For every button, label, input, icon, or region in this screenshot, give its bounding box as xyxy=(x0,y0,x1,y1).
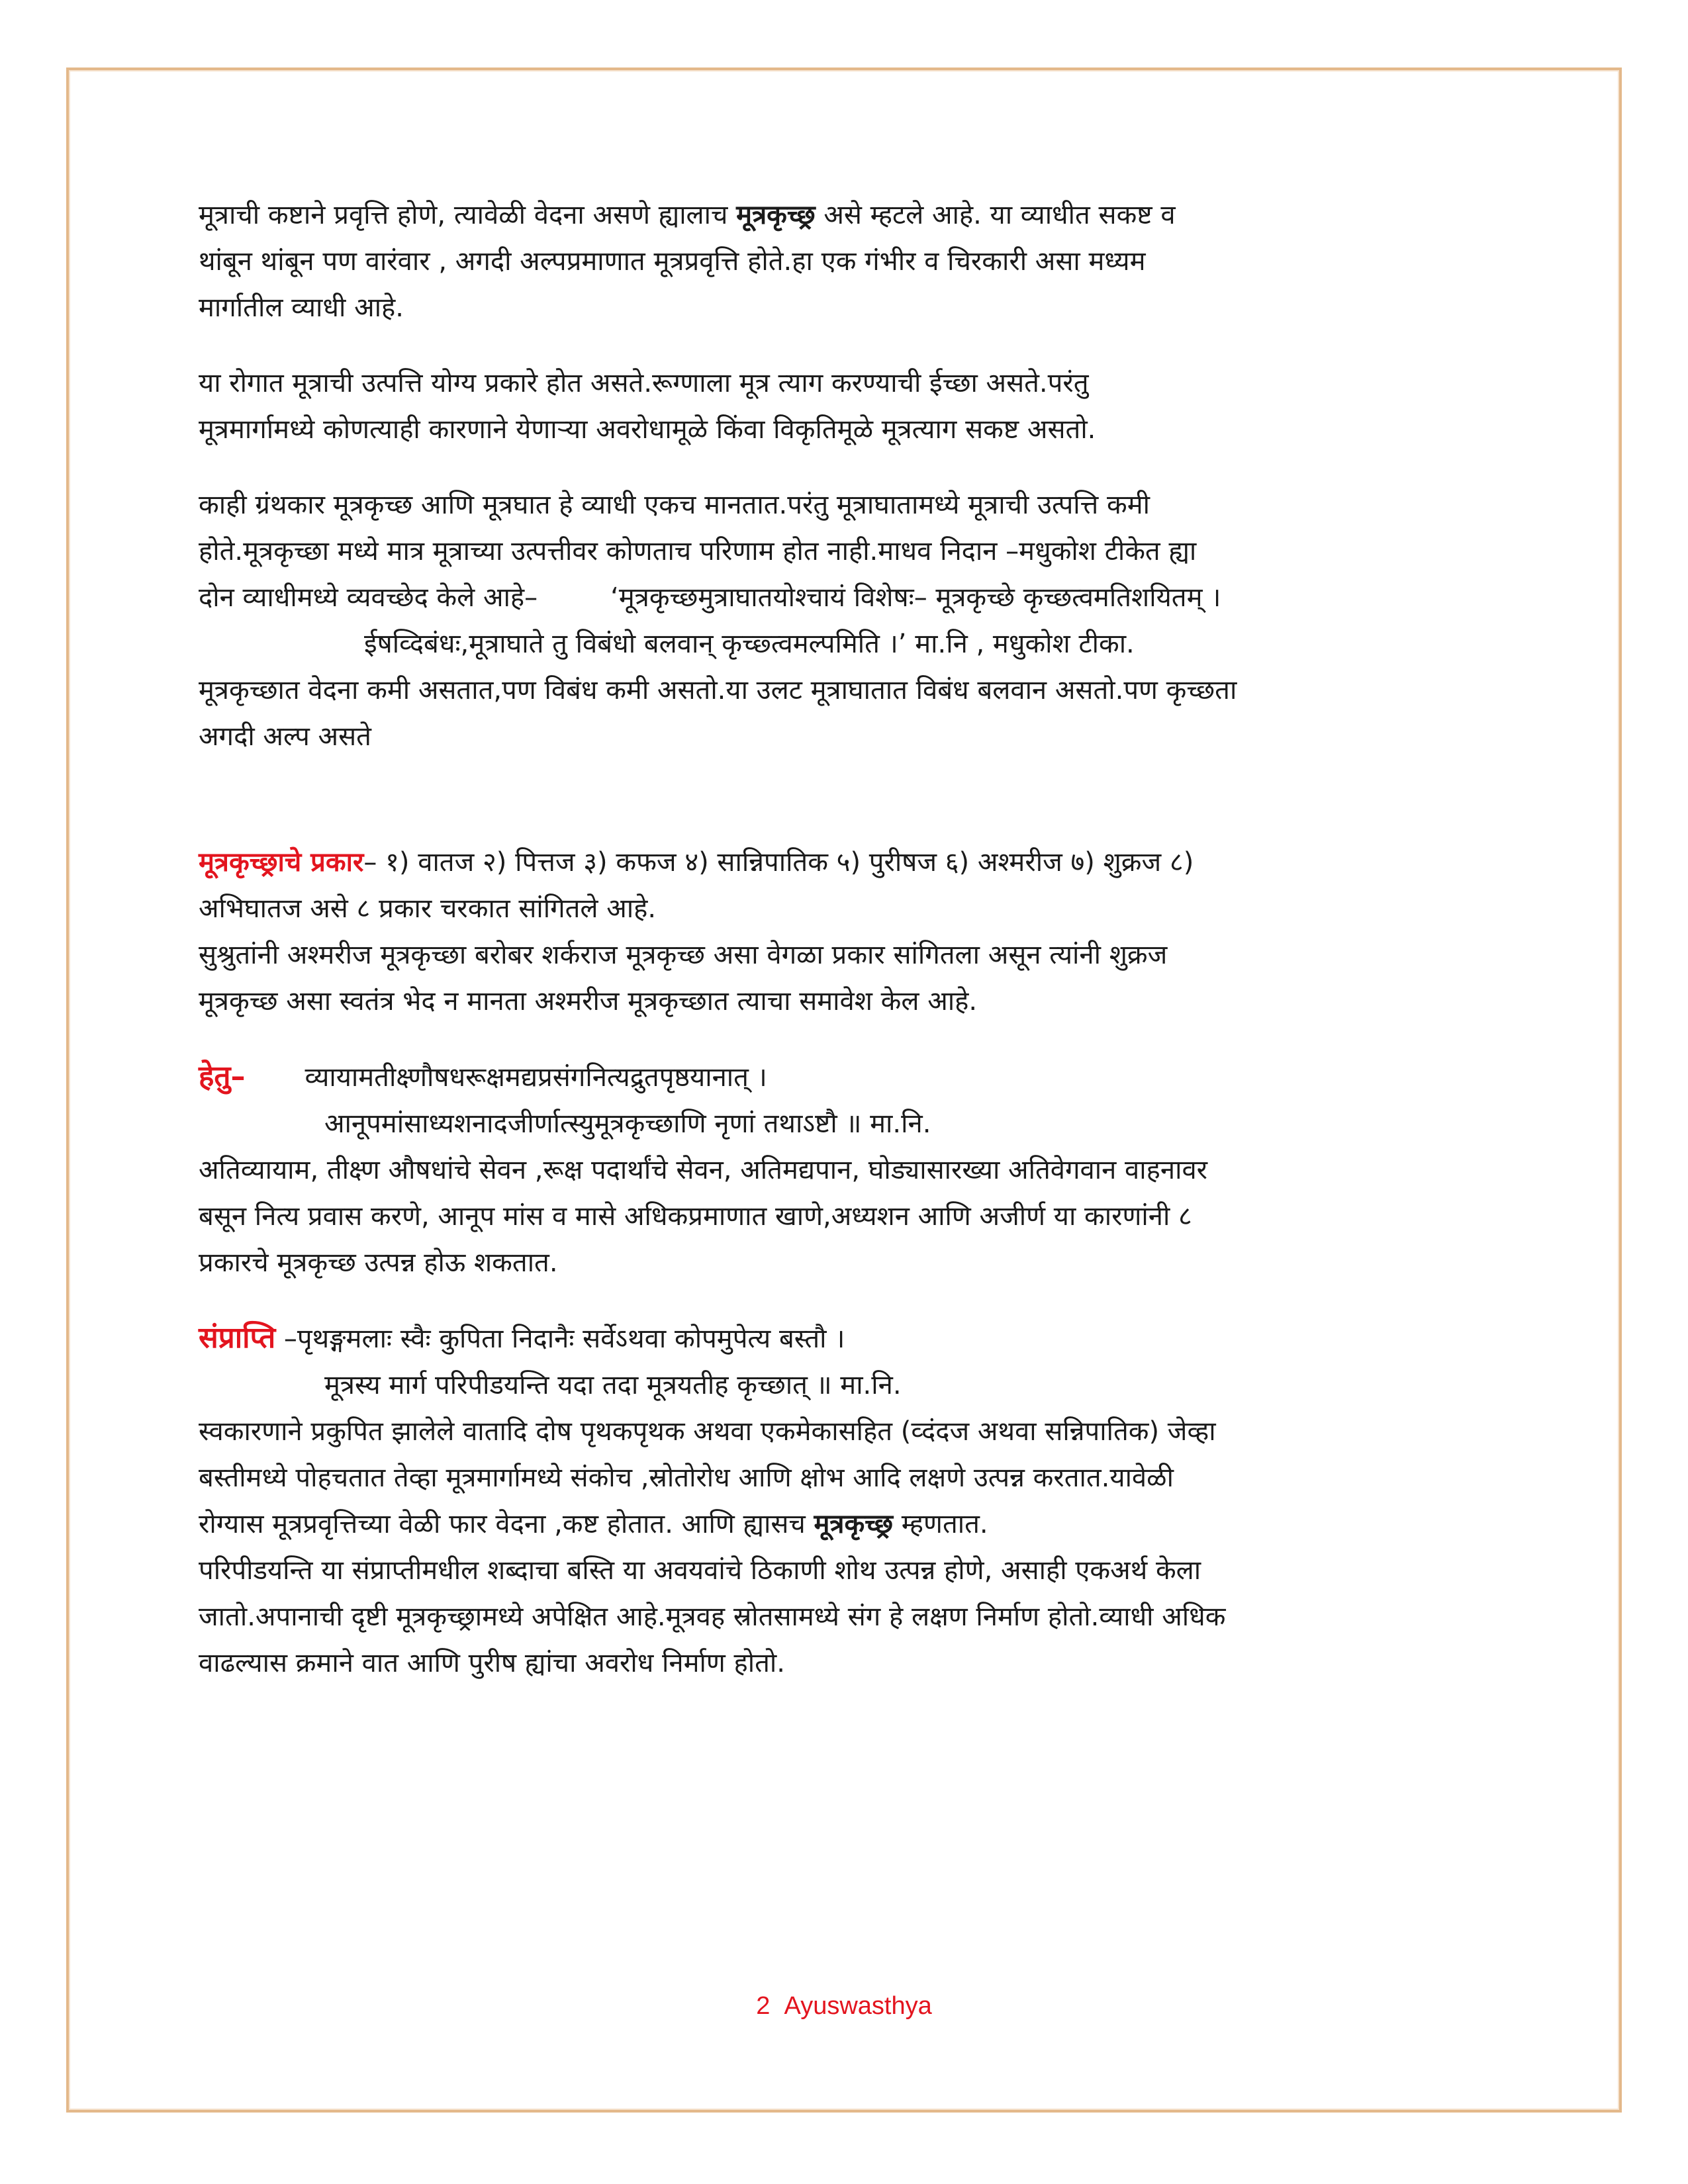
pathology-line-1: या रोगात मूत्राची उत्पत्ति योग्य प्रकारे होत असते.रूग्णाला मूत्र त्याग करण्याची ईच्छा असते.परंतु xyxy=(199,368,1089,398)
hetu-line-3: प्रकारचे मूत्रकृच्छ उत्पन्न होऊ शकतात. xyxy=(199,1248,558,1278)
samprapti-line-3 xyxy=(199,1501,1496,1547)
sanskrit-quote: ‘मूत्रकृच्छमुत्राघातयोश्चायं विशेषः– मूत्रकृच्छे कृच्छत्वमतिशयितम् । xyxy=(610,582,1221,613)
definition-line-1 xyxy=(199,192,1496,238)
diff-line-3 xyxy=(199,574,1496,621)
hetu-line-1: अतिव्यायाम, तीक्ष्ण औषधांचे सेवन ,रूक्ष पदार्थांचे सेवन, अतिमद्यपान, घोड्यासारख्या अतिवेगवान वाहनावर xyxy=(199,1155,1208,1185)
paragraph-pathology xyxy=(199,360,1496,453)
section-hetu xyxy=(199,1054,1496,1286)
text-span: मूत्राची कष्टाने प्रवृत्ति होणे, त्यावेळी वेदना असणे ह्यालाच xyxy=(199,200,737,230)
samprapti-verse-line-2: मूत्रस्य मार्ग परिपीडयन्ति यदा तदा मूत्रयतीह कृच्छात् ॥ मा.नि. xyxy=(324,1370,902,1400)
text-span: रोग्यास मूत्रप्रवृत्तिच्या वेळी फार वेदना ,कष्ट होतात. आणि ह्यासच xyxy=(199,1509,814,1539)
text-span: म्हणतात. xyxy=(893,1509,988,1539)
section-types xyxy=(199,839,1496,1024)
spacer xyxy=(199,760,1496,839)
samprapti-line-1: स्वकारणाने प्रकुपित झालेले वातादि दोष पृथकपृथक अथवा एकमेकासहित (व्दंदज अथवा सन्निपातिक) जेव्हा xyxy=(199,1416,1216,1447)
samprapti-line-5: जातो.अपानाची दृष्टी मूत्रकृच्छ्रामध्ये अपेक्षित आहे.मूत्रवह स्रोतसामध्ये संग हे लक्षण निर्माण होतो.व्याधी अधिक xyxy=(199,1602,1226,1632)
samprapti-heading: संप्राप्ति xyxy=(199,1321,276,1355)
text-span: दोन व्याधीमध्ये व्यवच्छेद केले आहे– xyxy=(199,582,538,613)
diff-line-2: होते.मूत्रकृच्छा मध्ये मात्र मूत्राच्या उत्पत्तीवर कोणताच परिणाम होत नाही.माधव निदान –मधुकोश टीकेत ह्या xyxy=(199,536,1197,567)
samprapti-verse-line-1 xyxy=(199,1315,1496,1362)
types-heading: मूत्रकृच्छ्राचे प्रकार xyxy=(199,847,364,878)
definition-line-3: मार्गातील व्याधी आहे. xyxy=(199,293,404,323)
text-span: असे म्हटले आहे. या व्याधीत सकष्ट व xyxy=(815,200,1176,230)
definition-line-2: थांबून थांबून पण वारंवार , अगदी अल्पप्रमाणात मूत्रप्रवृत्ति होते.हा एक गंभीर व चिरकारी असा मध्यम xyxy=(199,246,1146,277)
page-footer xyxy=(0,1992,1688,2021)
hetu-verse-line-2: आनूपमांसाध्यशनादजीर्णात्स्युमूत्रकृच्छाणि नृणां तथाऽष्टौ ॥ मा.नि. xyxy=(324,1109,931,1139)
pathology-line-2: मूत्रमार्गामध्ये कोणत्याही कारणाने येणाऱ्या अवरोधामूळे किंवा विकृतिमूळे मूत्रत्याग सकष्ट असतो. xyxy=(199,414,1096,445)
types-line-4: मूत्रकृच्छ असा स्वतंत्र भेद न मानता अश्मरीज मूत्रकृच्छात त्याचा समावेश केल आहे. xyxy=(199,986,978,1017)
samprapti-line-6: वाढल्यास क्रमाने वात आणि पुरीष ह्यांचा अवरोध निर्माण होतो. xyxy=(199,1648,785,1678)
hetu-line-2: बसून नित्य प्रवास करणे, आनूप मांस व मासे अधिकप्रमाणात खाणे,अध्यशन आणि अजीर्ण या कारणांनी ८ xyxy=(199,1201,1192,1232)
footer-title: Ayuswasthya xyxy=(784,1992,932,2020)
document-body xyxy=(199,192,1496,1715)
term-mutrakrichhra: मूत्रकृच्छ्र xyxy=(814,1509,893,1539)
paragraph-differentiation xyxy=(199,482,1496,760)
types-line-2: अभिघातज असे ८ प्रकार चरकात सांगितले आहे. xyxy=(199,893,657,924)
page-number: 2 xyxy=(756,1992,771,2020)
diff-line-5: मूत्रकृच्छात वेदना कमी असतात,पण विबंध कमी असतो.या उलट मूत्राघातात विबंध बलवान असतो.पण कृच्छता xyxy=(199,675,1237,705)
hetu-verse-line-1 xyxy=(199,1054,1496,1101)
verse-text: –पृथङ्गमलाः स्वैः कुपिता निदानैः सर्वेऽथवा कोपमुपेत्य बस्तौ । xyxy=(275,1324,845,1354)
samprapti-line-2: बस्तीमध्ये पोहचतात तेव्हा मूत्रमार्गामध्ये संकोच ,स्रोतोरोध आणि क्षोभ आदि लक्षणे उत्पन्न करतात.यावेळी xyxy=(199,1463,1174,1493)
hetu-heading: हेतु– xyxy=(199,1060,246,1093)
section-samprapti xyxy=(199,1315,1496,1686)
verse-text: व्यायामतीक्ष्णौषधरूक्षमद्यप्रसंगनित्यद्रुतपृष्ठयानात् । xyxy=(305,1062,767,1093)
paragraph-definition xyxy=(199,192,1496,331)
diff-line-4: ईषव्दिबंधः,मूत्राघाते तु विबंधो बलवान् कृच्छ्त्वमल्पमिति ।’ मा.नि , मधुकोश टीका. xyxy=(364,629,1135,659)
text-span: – १) वातज २) पित्तज ३) कफज ४) सान्निपातिक ५) पुरीषज ६) अश्मरीज ७) शुक्रज ८) xyxy=(363,847,1194,878)
samprapti-line-4: परिपीडयन्ति या संप्राप्तीमधील शब्दाचा बस्ति या अवयवांचे ठिकाणी शोथ उत्पन्न होणे, असाही एकअर्थ केला xyxy=(199,1555,1201,1586)
diff-line-1: काही ग्रंथकार मूत्रकृच्छ आणि मूत्रघात हे व्याधी एकच मानतात.परंतु मूत्राघातामध्ये मूत्राची उत्पत्ति कमी xyxy=(199,490,1150,520)
diff-line-6: अगदी अल्प असते xyxy=(199,721,371,752)
types-line-3: सुश्रुतांनी अश्मरीज मूत्रकृच्छा बरोबर शर्कराज मूत्रकृच्छ असा वेगळा प्रकार सांगितला असून त्यांनी शुक्रज xyxy=(199,940,1168,970)
term-mutrakrichhra: मूत्रकृच्छ्र xyxy=(736,200,816,230)
types-line-1 xyxy=(199,839,1496,886)
